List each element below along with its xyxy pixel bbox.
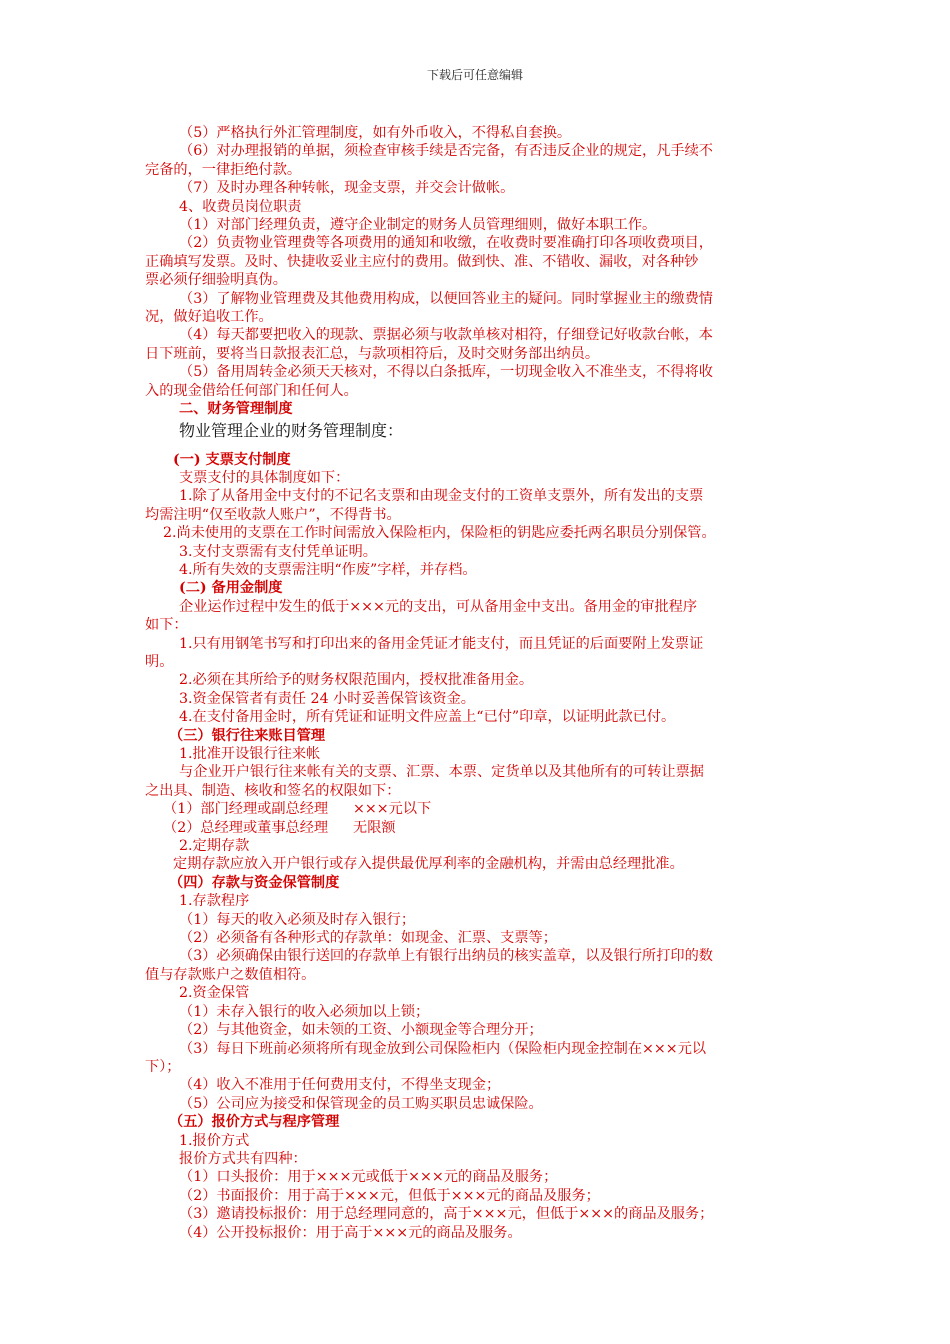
text-line: 3.资金保管者有责任 24 小时妥善保管该资金。 [179,690,475,707]
section-heading: （五）报价方式与程序管理 [169,1114,340,1131]
text-line: 入的现金借给任何部门和任何人。 [145,382,358,399]
text-line: （1）对部门经理负责，遵守企业制定的财务人员管理细则，做好本职工作。 [179,217,657,234]
text-line: （5）公司应为接受和保管现金的员工购买职员忠诚保险。 [179,1095,543,1112]
text-line: （5）备用周转金必须天天核对，不得以白条抵库，一切现金收入不准坐支，不得将收 [179,364,713,381]
text-line: 票必须仔细验明真伪。 [145,272,287,289]
text-line: 1.报价方式 [179,1132,250,1149]
text-line: 日下班前，要将当日款报表汇总，与款项相符后，及时交财务部出纳员。 [145,345,600,362]
section-heading: 4、收费员岗位职责 [179,198,302,215]
text-line: （5）严格执行外汇管理制度，如有外币收入，不得私自套换。 [179,125,572,141]
text-line: 定期存款应放入开户银行或存入提供最优厚利率的金融机构，并需由总经理批准。 [173,856,684,873]
text-line: 4.所有失效的支票需注明“作废”字样，并存档。 [179,561,477,578]
text-line: 2.定期存款 [179,838,250,855]
text-line: 报价方式共有四种： [179,1150,307,1167]
section-heading: 二、财务管理制度 [179,401,293,418]
text-line: （4）收入不准用于任何费用支付，不得坐支现金； [179,1077,501,1094]
section-heading: （四）存款与资金保管制度 [169,874,340,891]
text-line: 企业运作过程中发生的低于×××元的支出，可从备用金中支出。备用金的审批程序 [179,598,698,615]
text-line: 1.批准开设银行往来帐 [179,746,321,762]
authority-limit: 无限额 [353,819,396,836]
text-line: （2）书面报价：用于高于×××元，但低于×××元的商品及服务； [179,1187,600,1204]
text-line: 2.必须在其所给予的财务权限范围内，授权批准备用金。 [179,672,534,689]
authority-limit: ×××元以下 [353,801,432,818]
text-line: （1）口头报价：用于×××元或低于×××元的商品及服务； [179,1169,558,1186]
text-line: 4.在支付备用金时，所有凭证和证明文件应盖上“已付”印章，以证明此款已付。 [179,709,676,726]
text-line: 如下： [145,617,188,634]
text-line: （3）每日下班前必须将所有现金放到公司保险柜内（保险柜内现金控制在×××元以 [179,1040,707,1057]
text-line: 明。 [145,653,174,670]
text-line: 之出具、制造、核收和签名的权限如下： [145,782,401,799]
text-line: （2）与其他资金，如未领的工资、小额现金等合理分开； [179,1022,543,1039]
text-line: （2）必须备有各种形式的存款单：如现金、汇票、支票等； [179,930,557,947]
text-line: 2.资金保管 [179,985,250,1002]
authority-role: （2）总经理或董事总经理 [163,819,329,836]
text-line: （3）邀请投标报价：用于总经理同意的，高于×××元，但低于×××的商品及服务； [179,1206,714,1223]
text-line: 况，做好追收工作。 [145,309,273,326]
text-line: 下）； [145,1058,181,1075]
text-line: 3.支付支票需有支付凭单证明。 [179,543,377,560]
text-line: 与企业开户银行往来帐有关的支票、汇票、本票、定货单以及其他所有的可转让票据 [179,764,704,781]
section-heading: (一) 支票支付制度 [173,451,291,468]
text-line: （2）负责物业管理费等各项费用的通知和收缴，在收费时要准确打印各项收费项目， [179,235,713,252]
text-line: 值与存款账户之数值相符。 [145,966,316,983]
text-line: 1.只有用钢笔书写和打印出来的备用金凭证才能支付，而且凭证的后面要附上发票证 [179,635,704,652]
section-heading: （三）银行往来账目管理 [169,727,326,744]
text-line [145,819,809,837]
section-heading: (二) 备用金制度 [179,580,283,597]
text-line: （3）了解物业管理费及其他费用构成，以便回答业主的疑问。同时掌握业主的缴费情 [179,290,713,307]
text-line: 支票支付的具体制度如下： [179,469,350,486]
authority-role: （1）部门经理或副总经理 [163,801,329,818]
text-line: （7）及时办理各种转帐，现金支票，并交会计做帐。 [179,180,515,197]
text-line: 1.除了从备用金中支付的不记名支票和由现金支付的工资单支票外，所有发出的支票 [179,488,704,505]
text-line: （3）必须确保由银行送回的存款单上有银行出纳员的核实盖章，以及银行所打印的数 [179,948,713,965]
text-line: （1）未存入银行的收入必须加以上锁； [179,1003,430,1020]
text-line: （1）每天的收入必须及时存入银行； [179,911,416,928]
text-line: 完备的，一律拒绝付款。 [145,161,302,178]
document-body [145,124,809,1242]
text-line: 2.尚未使用的支票在工作时间需放入保险柜内，保险柜的钥匙应委托两名职员分别保管。 [163,525,716,542]
text-line [145,800,809,818]
section-intro: 物业管理企业的财务管理制度： [179,420,404,440]
text-line: （6）对办理报销的单据，须检查审核手续是否完备，有否违反企业的规定，凡手续不 [179,143,713,160]
page-header: 下载后可任意编辑 [426,68,523,82]
text-line: （4）公开投标报价：用于高于×××元的商品及服务。 [179,1224,522,1241]
text-line: 均需注明“仅至收款人账户”，不得背书。 [145,506,401,523]
text-line: 1.存款程序 [179,893,250,910]
text-line: （4）每天都要把收入的现款、票据必须与收款单核对相符，仔细登记好收款台帐，本 [179,327,713,344]
text-line: 正确填写发票。及时、快捷收妥业主应付的费用。做到快、准、不错收、漏收，对各种钞 [145,253,699,270]
